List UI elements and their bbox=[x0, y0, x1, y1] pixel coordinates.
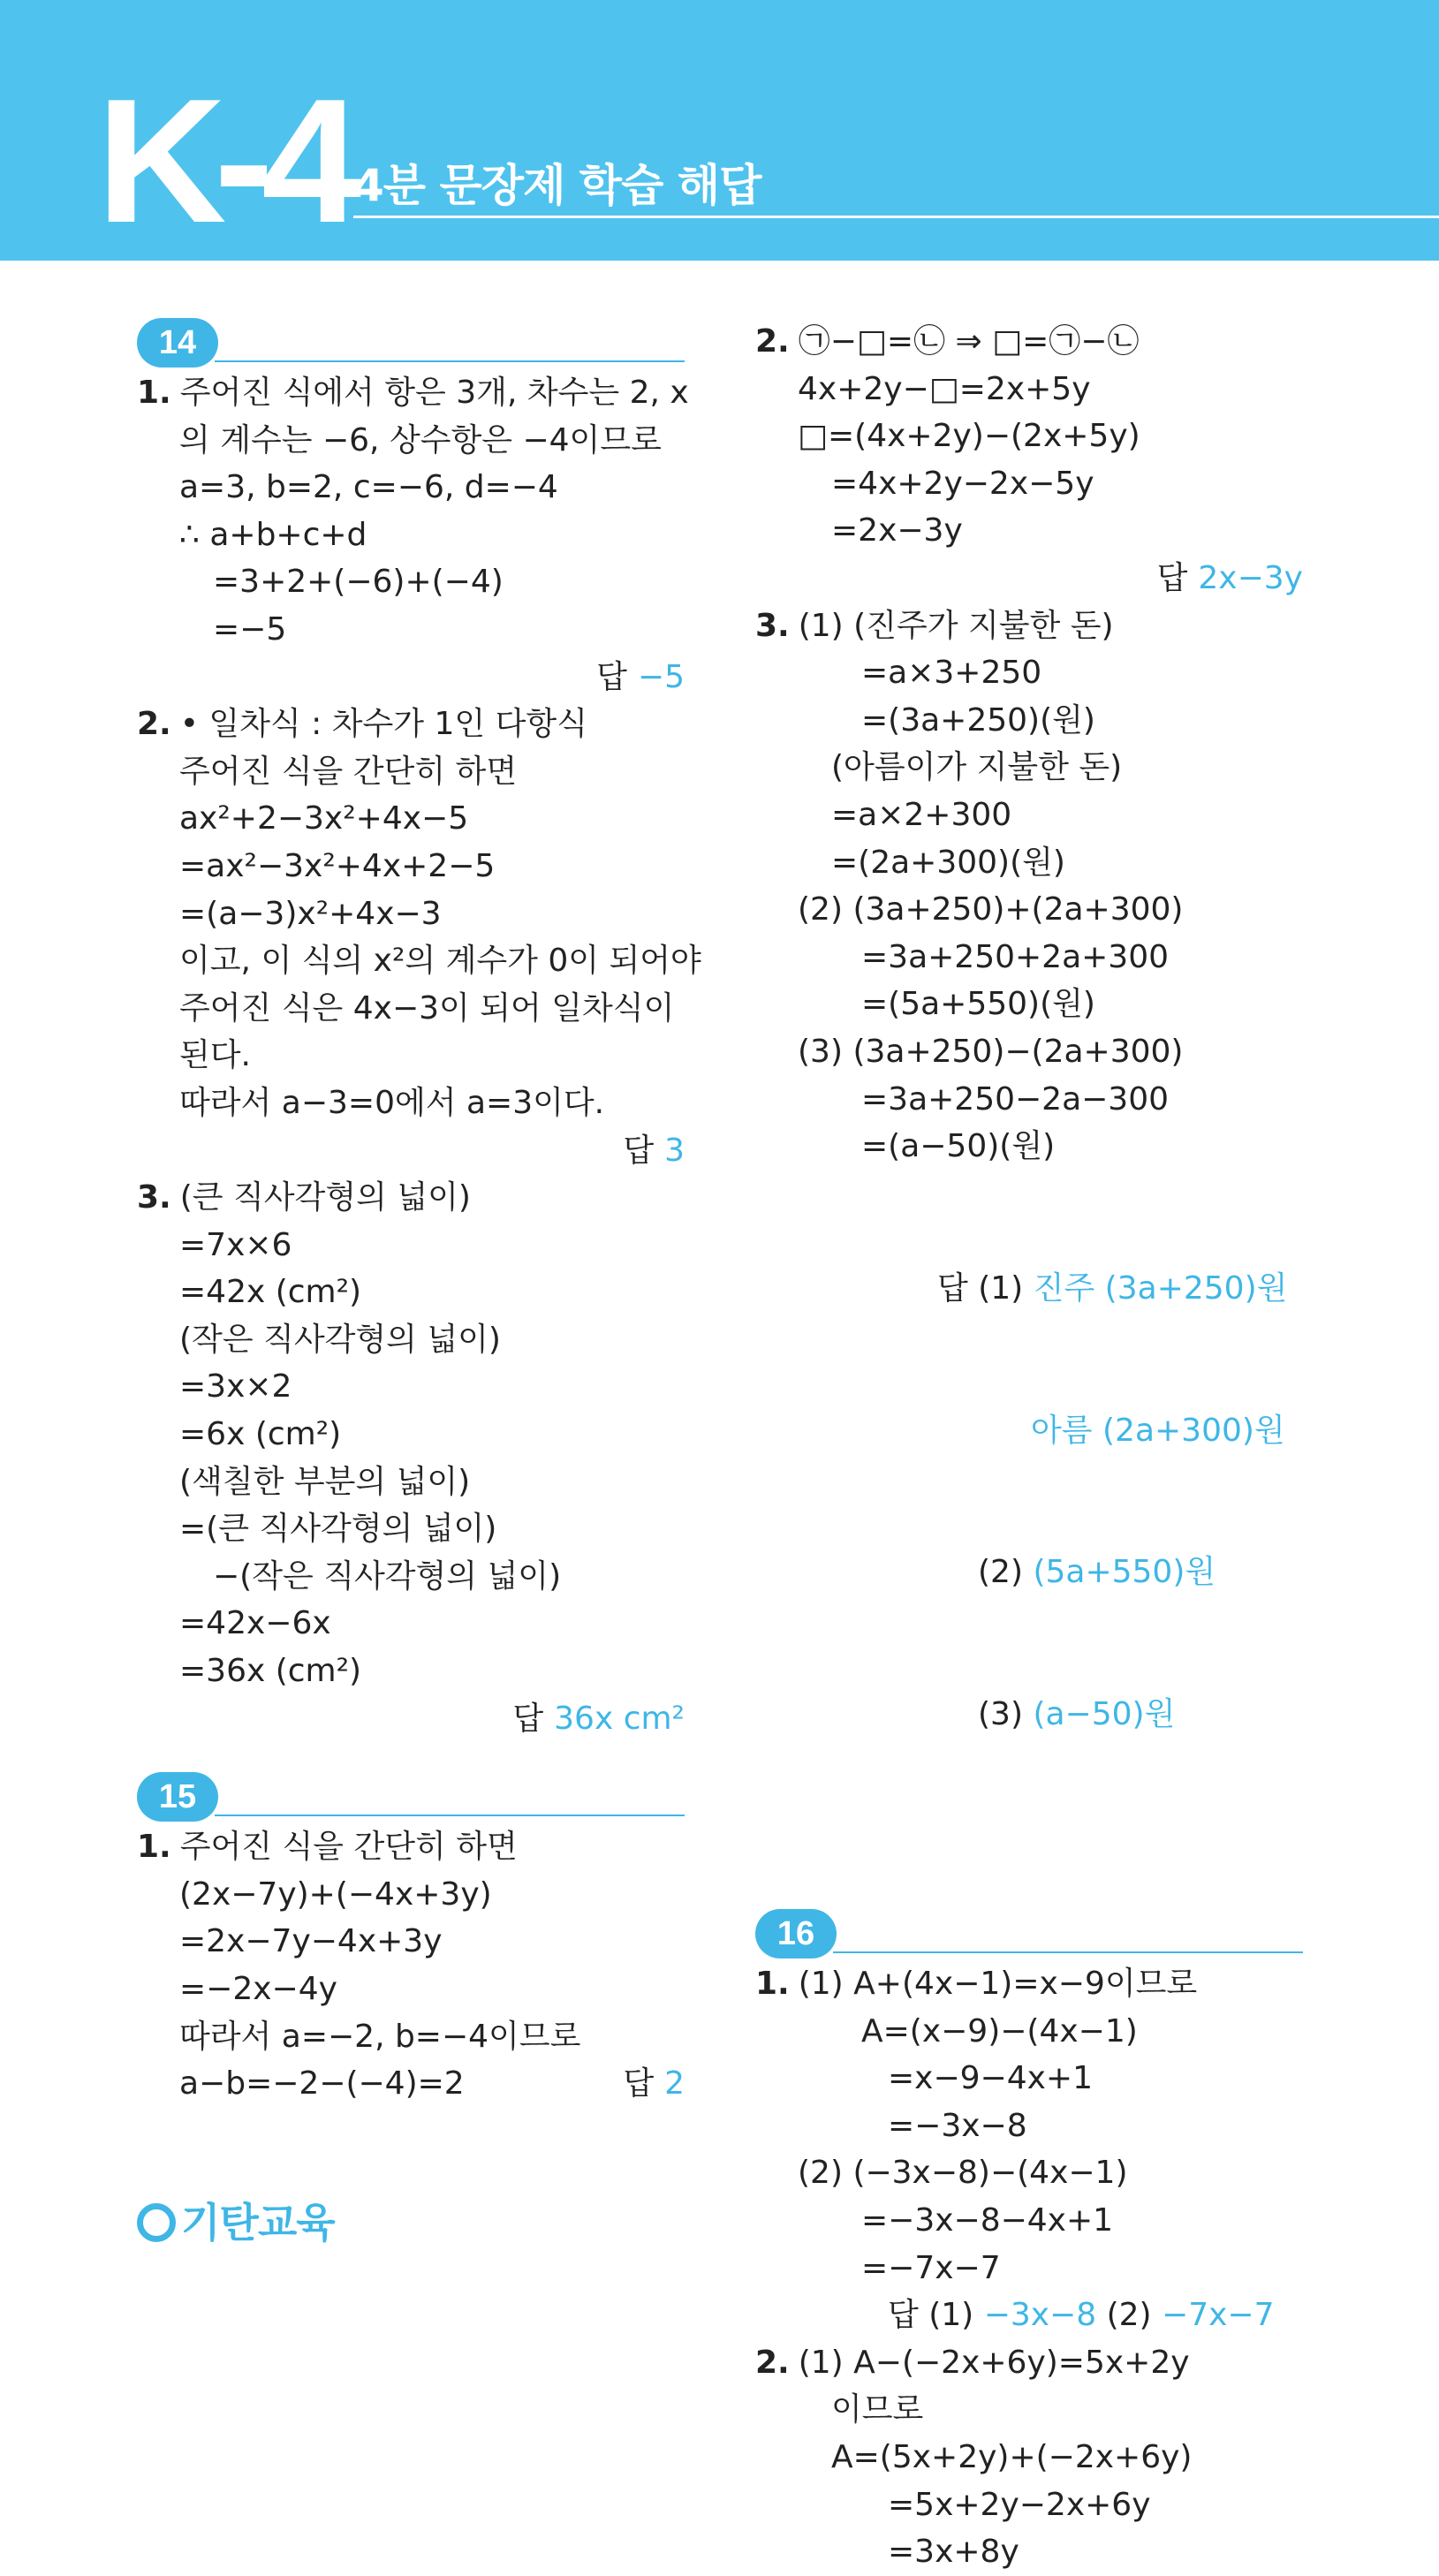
unit-code: K-4 bbox=[96, 63, 350, 260]
solution-line: (큰 직사각형의 넓이) bbox=[179, 1179, 471, 1216]
solution-line: (1) (진주가 지불한 돈) bbox=[798, 607, 1114, 644]
solution-line: 주어진 식에서 항은 3개, 차수는 2, x bbox=[179, 375, 689, 411]
problem-number: 3. bbox=[755, 607, 790, 644]
solution-line: A=(5x+2y)+(−2x+6y) bbox=[831, 2438, 1193, 2475]
solution-line: =a×2+300 bbox=[831, 796, 1012, 833]
solution-line: ∴ a+b+c+d bbox=[179, 516, 367, 553]
problem-15-1 bbox=[137, 1823, 685, 2108]
answer-value: −7x−7 bbox=[1162, 2297, 1275, 2334]
answer-value: −5 bbox=[637, 658, 685, 695]
solution-line: =2x−3y bbox=[831, 512, 963, 549]
section-badge: 15 bbox=[137, 1772, 218, 1822]
section-16-header bbox=[755, 1909, 1303, 1960]
problem-number: 1. bbox=[137, 375, 171, 411]
right-column bbox=[755, 318, 1303, 2576]
solution-line: =−3x−8−4x+1 bbox=[861, 2201, 1114, 2239]
problem-number: 3. bbox=[137, 1179, 171, 1216]
header-divider bbox=[353, 216, 1439, 218]
solution-line: a−b=−2−(−4)=2 bbox=[179, 2065, 465, 2102]
answer-part-label: (1) bbox=[978, 1269, 1024, 1307]
answer-value: −3x−8 bbox=[983, 2297, 1097, 2334]
header-banner bbox=[0, 0, 1439, 261]
solution-line: (작은 직사각형의 넓이) bbox=[179, 1321, 501, 1358]
solution-line: =(a−50)(원) bbox=[861, 1128, 1056, 1165]
answer-value: 2x−3y bbox=[1198, 559, 1303, 596]
problem-number: 2. bbox=[755, 323, 790, 360]
solution-line: A=(x−9)−(4x−1) bbox=[861, 2012, 1138, 2049]
solution-line: (3) (3a+250)−(2a+300) bbox=[798, 1033, 1184, 1070]
solution-line: =(3a+250)(원) bbox=[861, 701, 1095, 739]
solution-line: (색칠한 부분의 넓이) bbox=[179, 1463, 471, 1500]
answer bbox=[137, 654, 685, 701]
solution-line: 4x+2y−□=2x+5y bbox=[798, 370, 1091, 407]
solution-line: □=(4x+2y)−(2x+5y) bbox=[798, 418, 1140, 455]
solution-line: (1) A+(4x−1)=x−9이므로 bbox=[798, 1966, 1198, 2002]
solution-line: =(a−3)x²+4x−3 bbox=[179, 895, 442, 932]
solution-line: =−2x−4y bbox=[179, 1971, 337, 2007]
solution-line: (2) (3a+250)+(2a+300) bbox=[798, 891, 1184, 928]
solution-line: =(큰 직사각형의 넓이) bbox=[179, 1511, 497, 1548]
answer-label: 답 bbox=[596, 658, 627, 695]
solution-line: =42x−6x bbox=[179, 1605, 331, 1642]
answer-label: 답 bbox=[623, 2065, 655, 2102]
solution-line: =(2a+300)(원) bbox=[831, 844, 1065, 881]
answer bbox=[137, 1695, 685, 1743]
answer-label: 답 bbox=[623, 1132, 655, 1169]
solution-line: =(5a+550)(원) bbox=[861, 986, 1095, 1023]
answer-label: 답 bbox=[1156, 559, 1188, 596]
solution-line: ax²+2−3x²+4x−5 bbox=[179, 800, 469, 837]
solution-line: =a×3+250 bbox=[861, 655, 1042, 692]
answer bbox=[623, 2060, 685, 2108]
answer-block bbox=[755, 2292, 1303, 2339]
solution-line: ㉠−□=㉡ ⇒ □=㉠−㉡ bbox=[798, 323, 1140, 360]
problem-15-3 bbox=[755, 602, 1303, 1833]
solution-line: −(작은 직사각형의 넓이) bbox=[213, 1557, 562, 1595]
unit-title: 4분 문장제 학습 해답 bbox=[353, 160, 761, 211]
solution-line: =ax²−3x²+4x+2−5 bbox=[179, 847, 496, 884]
section-badge: 16 bbox=[755, 1909, 837, 1959]
solution-line: =6x (cm²) bbox=[179, 1416, 342, 1453]
answer-part-label: (2) bbox=[1106, 2297, 1152, 2334]
solution-line: (2x−7y)+(−4x+3y) bbox=[179, 1875, 492, 1913]
answer-part-label: (3) bbox=[978, 1696, 1023, 1733]
logo-g-icon bbox=[137, 2203, 176, 2242]
answer-value: (a−50)원 bbox=[1033, 1696, 1176, 1733]
solution-line: =−5 bbox=[213, 610, 287, 648]
solution-line: =3a+250+2a+300 bbox=[861, 938, 1170, 975]
solution-line: =−3x−8 bbox=[888, 2107, 1027, 2144]
problem-number: 1. bbox=[137, 1829, 171, 1866]
solution-line: 따라서 a=−2, b=−4이므로 bbox=[179, 2018, 581, 2055]
solution-line: (아름이가 지불한 돈) bbox=[831, 749, 1123, 786]
section-rule bbox=[215, 360, 685, 362]
answer-value: 진주 (3a+250)원 bbox=[1033, 1269, 1288, 1307]
solution-line: =3+2+(−6)+(−4) bbox=[213, 564, 504, 601]
problem-number: 2. bbox=[755, 2344, 790, 2381]
section-rule bbox=[215, 1815, 685, 1816]
publisher-logo bbox=[137, 2191, 335, 2249]
section-badge: 14 bbox=[137, 318, 218, 367]
answer-label: 답 bbox=[888, 2297, 919, 2334]
solution-line: 주어진 식은 4x−3이 되어 일차식이 bbox=[179, 989, 675, 1027]
solution-line: • 일차식 : 차수가 1인 다항식 bbox=[179, 706, 587, 743]
solution-line: =5x+2y−2x+6y bbox=[888, 2486, 1151, 2523]
problem-14-1 bbox=[137, 369, 689, 701]
answer-block bbox=[755, 1171, 1303, 1833]
solution-line: 된다. bbox=[179, 1037, 251, 1074]
solution-line: =7x×6 bbox=[179, 1226, 292, 1263]
answer-part-label: (2) bbox=[978, 1554, 1023, 1591]
solution-line: (1) A−(−2x+6y)=5x+2y bbox=[798, 2344, 1190, 2381]
solution-line: =−7x−7 bbox=[861, 2249, 1001, 2286]
problem-14-2 bbox=[137, 701, 701, 1174]
solution-line: =x−9−4x+1 bbox=[888, 2060, 1093, 2097]
solution-line: 의 계수는 −6, 상수항은 −4이므로 bbox=[179, 421, 662, 458]
answer-value: (5a+550)원 bbox=[1033, 1554, 1216, 1591]
solution-line: 주어진 식을 간단히 하면 bbox=[179, 1829, 518, 1866]
section-14-header bbox=[137, 318, 685, 369]
answer bbox=[755, 555, 1303, 602]
left-column bbox=[137, 318, 701, 2108]
solution-line: a=3, b=2, c=−6, d=−4 bbox=[179, 469, 558, 506]
answer-value: 3 bbox=[664, 1132, 685, 1169]
solution-line: =3x×2 bbox=[179, 1368, 292, 1405]
solution-line: 주어진 식을 간단히 하면 bbox=[179, 753, 518, 790]
section-rule bbox=[833, 1951, 1303, 1953]
section-15-header bbox=[137, 1772, 685, 1823]
problem-16-2 bbox=[755, 2339, 1303, 2576]
answer-value: 2 bbox=[664, 2065, 685, 2102]
problem-number: 2. bbox=[137, 706, 171, 743]
solution-line: (2) (−3x−8)−(4x−1) bbox=[798, 2155, 1128, 2192]
problem-number: 1. bbox=[755, 1966, 790, 2002]
solution-line: =3x+8y bbox=[888, 2534, 1019, 2571]
answer bbox=[137, 1127, 685, 1175]
solution-line: 이므로 bbox=[831, 2391, 924, 2428]
solution-line: =3a+250−2a−300 bbox=[861, 1080, 1170, 1118]
solution-line: 따라서 a−3=0에서 a=3이다. bbox=[179, 1084, 605, 1121]
answer-value: 36x cm² bbox=[554, 1700, 685, 1737]
answer-value: 아름 (2a+300)원 bbox=[1031, 1412, 1285, 1449]
solution-line: =42x (cm²) bbox=[179, 1274, 362, 1311]
answer-label: 답 bbox=[937, 1269, 968, 1307]
problem-15-2 bbox=[755, 318, 1303, 602]
answer-label: 답 bbox=[512, 1700, 544, 1737]
solution-line: =2x−7y−4x+3y bbox=[179, 1923, 443, 1960]
problem-14-3 bbox=[137, 1174, 685, 1742]
logo-text: 기탄교육 bbox=[181, 2199, 335, 2246]
answer-part-label: (1) bbox=[928, 2297, 974, 2334]
solution-line: =4x+2y−2x−5y bbox=[831, 465, 1094, 502]
problem-16-1 bbox=[755, 1960, 1303, 2339]
solution-line-with-answer bbox=[137, 2060, 685, 2108]
solution-line: =36x (cm²) bbox=[179, 1653, 362, 1690]
solution-line: 이고, 이 식의 x²의 계수가 0이 되어야 bbox=[179, 943, 701, 980]
